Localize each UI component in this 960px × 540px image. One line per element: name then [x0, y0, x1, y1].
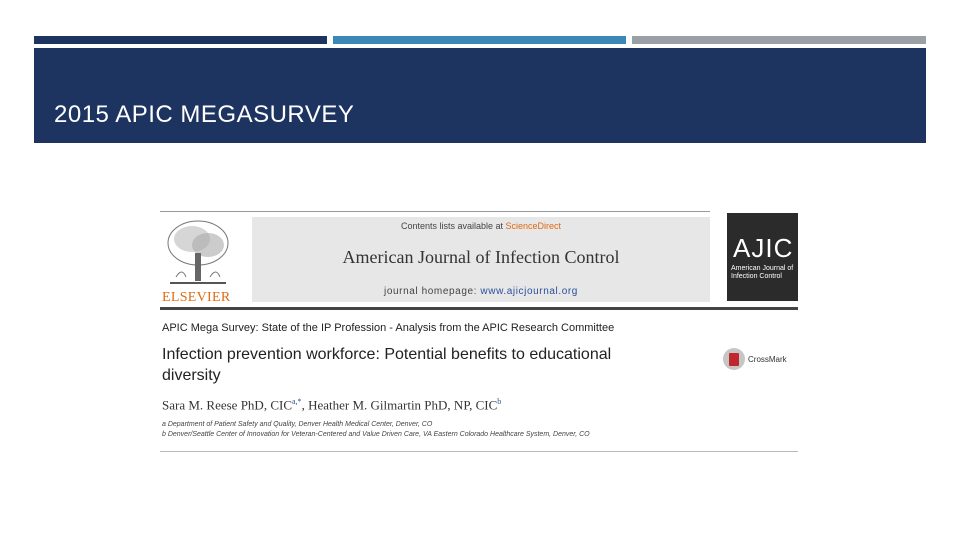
article-series: APIC Mega Survey: State of the IP Profession - Analysis from the APIC Research Committee — [162, 322, 615, 334]
author-separator: , — [301, 397, 309, 413]
homepage-prefix: journal homepage: — [384, 286, 481, 297]
title-band — [34, 48, 926, 143]
crossmark-label: CrossMark — [748, 354, 787, 364]
author-2: Heather M. Gilmartin PhD, NP, CIC — [308, 397, 498, 413]
publisher-name: ELSEVIER — [162, 290, 231, 305]
author-2-affiliation[interactable]: b — [497, 397, 502, 406]
sciencedirect-link[interactable]: ScienceDirect — [505, 221, 562, 231]
bottom-rule — [160, 451, 798, 452]
affiliation-b: b Denver/Seattle Center of Innovation for Veteran-Centered and Value Driven Care, VA Eastern Colorado Healthcare System, Denver, CO — [162, 431, 590, 438]
crossmark-badge[interactable] — [723, 348, 787, 370]
accent-bar-grey — [632, 36, 926, 44]
thick-rule — [160, 307, 798, 310]
article-title: Infection prevention workforce: Potential benefits to educational diversity — [162, 346, 612, 384]
affiliation-a: a Department of Patient Safety and Quality, Denver Health Medical Center, Denver, CO — [162, 421, 433, 428]
author-1: Sara M. Reese PhD, CIC — [162, 397, 292, 413]
journal-masthead — [252, 217, 710, 302]
journal-cover — [727, 213, 798, 301]
accent-bar-blue — [333, 36, 626, 44]
top-rule — [160, 211, 710, 212]
homepage-line — [252, 286, 710, 297]
contents-line — [252, 221, 710, 231]
authors — [162, 397, 501, 413]
ajic-subtitle: American Journal of Infection Control — [731, 265, 794, 280]
accent-bar-navy — [34, 36, 327, 44]
contents-prefix: Contents lists available at — [400, 221, 506, 231]
homepage-link[interactable]: www.ajicjournal.org — [480, 286, 578, 297]
journal-name: American Journal of Infection Control — [342, 247, 620, 267]
crossmark-icon — [723, 348, 745, 370]
elsevier-logo — [162, 217, 234, 305]
ajic-logo: AJIC — [733, 233, 794, 263]
author-1-affiliation[interactable]: a,* — [292, 397, 302, 406]
article-header-image — [160, 211, 800, 456]
elsevier-tree-icon — [162, 217, 234, 289]
slide-title: 2015 APIC MEGASURVEY — [54, 101, 355, 128]
